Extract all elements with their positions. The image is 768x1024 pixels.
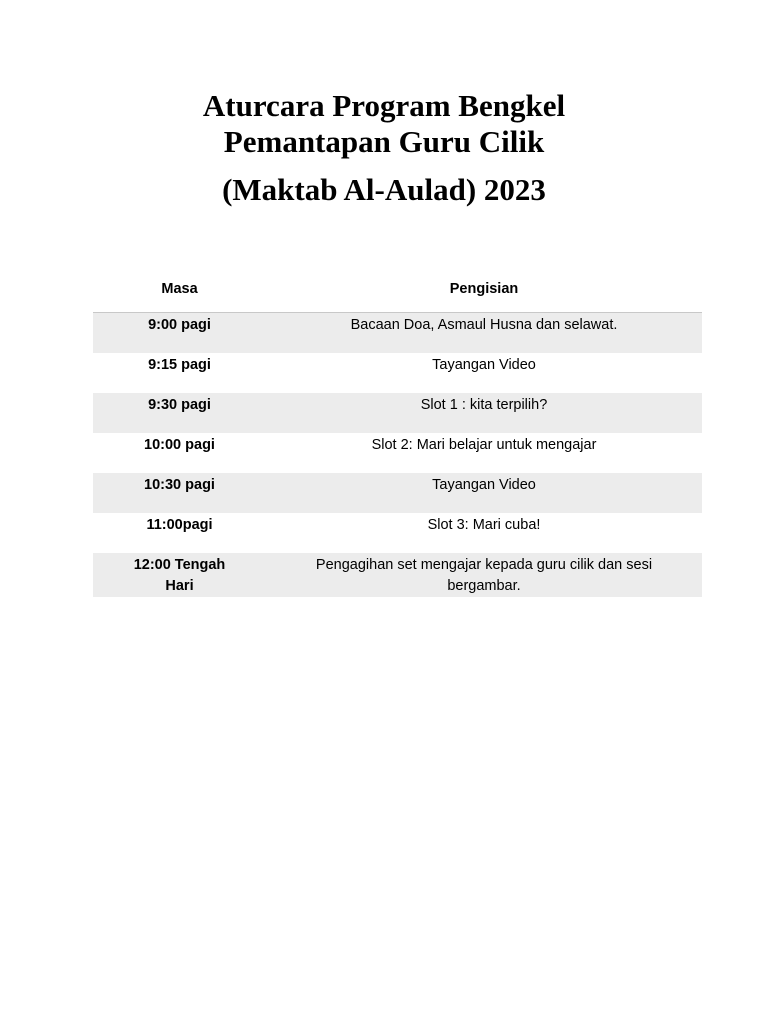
activity-cell xyxy=(266,473,702,513)
table-row xyxy=(93,553,702,597)
time-text: 9:30 pagi xyxy=(148,397,211,413)
activity-cell xyxy=(266,353,702,393)
time-text: 12:00 Tengah Hari xyxy=(133,557,226,594)
time-cell xyxy=(93,313,266,354)
header-activity: Pengisian xyxy=(266,266,702,313)
activity-cell xyxy=(266,553,702,597)
activity-text: Slot 3: Mari cuba! xyxy=(427,517,541,533)
table-row xyxy=(93,313,702,354)
time-cell xyxy=(93,353,266,393)
header-time: Masa xyxy=(93,266,266,313)
document-title xyxy=(0,88,768,208)
activity-cell xyxy=(266,433,702,473)
table-row xyxy=(93,353,702,393)
activity-text: Tayangan Video xyxy=(432,357,536,373)
table-header-row xyxy=(93,266,702,313)
table-row xyxy=(93,393,702,433)
time-text: 10:00 pagi xyxy=(144,437,215,453)
time-cell xyxy=(93,553,266,597)
time-text: 9:00 pagi xyxy=(148,317,211,333)
schedule-table xyxy=(93,266,702,597)
activity-text: Slot 2: Mari belajar untuk mengajar xyxy=(371,437,597,453)
title-line-2: Pemantapan Guru Cilik xyxy=(223,124,545,159)
time-cell xyxy=(93,433,266,473)
time-cell xyxy=(93,473,266,513)
time-text: 9:15 pagi xyxy=(148,357,211,373)
activity-cell xyxy=(266,313,702,354)
title-line-3: (Maktab Al-Aulad) 2023 xyxy=(222,172,546,207)
table-row xyxy=(93,433,702,473)
table-row xyxy=(93,513,702,553)
activity-cell xyxy=(266,393,702,433)
table-row xyxy=(93,473,702,513)
time-text: 11:00pagi xyxy=(146,517,213,533)
activity-text: Slot 1 : kita terpilih? xyxy=(420,397,548,413)
activity-cell xyxy=(266,513,702,553)
activity-text: Bacaan Doa, Asmaul Husna dan selawat. xyxy=(350,317,618,333)
activity-text: Pengagihan set mengajar kepada guru cilik dan sesi bergambar. xyxy=(315,557,653,594)
activity-text: Tayangan Video xyxy=(432,477,536,493)
time-cell xyxy=(93,513,266,553)
title-line-1: Aturcara Program Bengkel xyxy=(202,88,566,123)
time-cell xyxy=(93,393,266,433)
time-text: 10:30 pagi xyxy=(144,477,215,493)
